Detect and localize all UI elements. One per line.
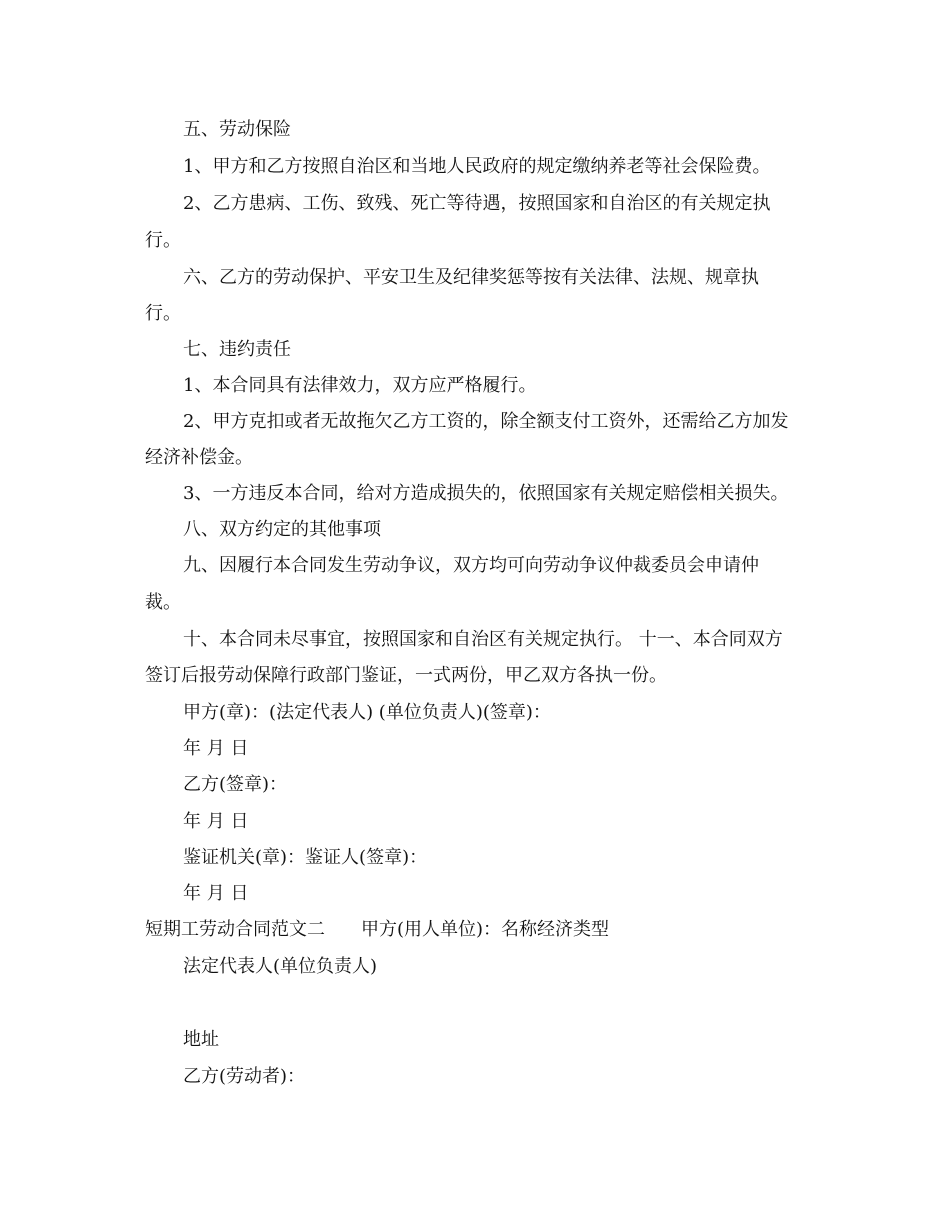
contract-2-title-line: 短期工劳动合同范文二 甲方(用人单位)：名称经济类型: [145, 919, 610, 940]
section-9-text-cont: 裁。: [145, 592, 181, 613]
legal-representative-line: 法定代表人(单位负责人): [183, 956, 378, 977]
section-9-text: 九、因履行本合同发生劳动争议，双方均可向劳动争议仲裁委员会申请仲: [183, 555, 759, 576]
party-b-worker-line: 乙方(劳动者)：: [183, 1066, 306, 1087]
section-6-text-cont: 行。: [145, 303, 181, 324]
section-8-heading: 八、双方约定的其他事项: [183, 519, 381, 540]
section-6-text: 六、乙方的劳动保护、平安卫生及纪律奖惩等按有关法律、法规、规章执: [183, 267, 759, 288]
section-5-item-2: 2、乙方患病、工伤、致残、死亡等待遇，按照国家和自治区的有关规定执: [183, 193, 771, 214]
section-7-item-2: 2、甲方克扣或者无故拖欠乙方工资的，除全额支付工资外，还需给乙方加发: [183, 411, 789, 432]
certification-signature-line: 鉴证机关(章)：鉴证人(签章)：: [183, 847, 428, 868]
section-7-heading: 七、违约责任: [183, 339, 291, 360]
section-7-item-2-cont: 经济补偿金。: [145, 447, 253, 468]
section-5-heading: 五、劳动保险: [183, 119, 291, 140]
section-5-item-1: 1、甲方和乙方按照自治区和当地人民政府的规定缴纳养老等社会保险费。: [183, 156, 771, 177]
certification-date-line: 年 月 日: [183, 883, 249, 904]
party-a-date-line: 年 月 日: [183, 738, 249, 759]
section-10-11-text-cont: 签订后报劳动保障行政部门鉴证，一式两份，甲乙双方各执一份。: [145, 665, 667, 686]
section-5-item-2-cont: 行。: [145, 230, 181, 251]
party-a-signature-line: 甲方(章)：(法定代表人) (单位负责人)(签章)：: [183, 702, 551, 723]
address-line: 地址: [183, 1029, 219, 1050]
party-b-signature-line: 乙方(签章)：: [183, 774, 288, 795]
section-10-11-text: 十、本合同未尽事宜，按照国家和自治区有关规定执行。 十一、本合同双方: [183, 629, 783, 650]
party-b-date-line: 年 月 日: [183, 811, 249, 832]
section-7-item-3: 3、一方违反本合同，给对方造成损失的，依照国家有关规定赔偿相关损失。: [183, 483, 789, 504]
section-7-item-1: 1、本合同具有法律效力，双方应严格履行。: [183, 375, 537, 396]
